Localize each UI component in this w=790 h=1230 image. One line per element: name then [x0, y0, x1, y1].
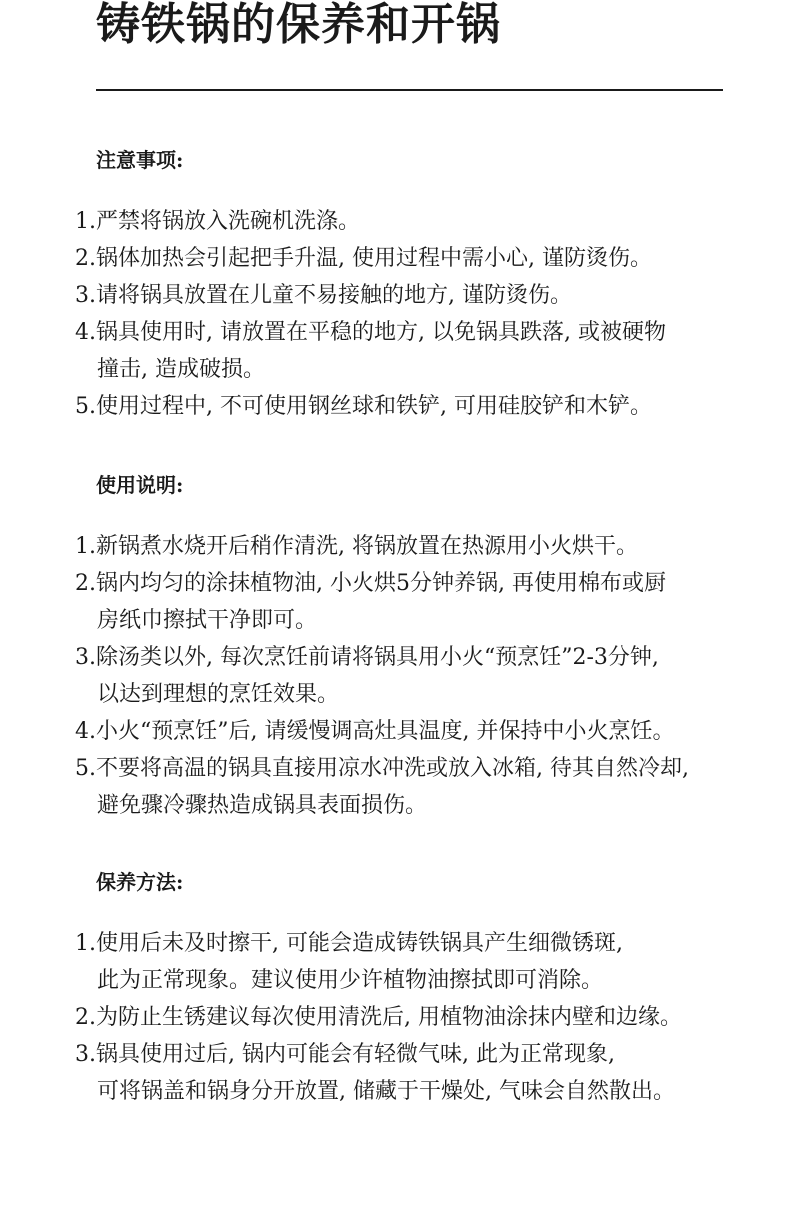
item-line [0, 240, 790, 277]
item-text: 锅具使用时, 请放置在平稳的地方, 以免锅具跌落, 或被硬物 [96, 320, 666, 345]
item-text-continued: 房纸巾擦拭干净即可。 [97, 608, 318, 633]
item-line [0, 565, 790, 602]
item-number: 1. [75, 209, 96, 234]
list-item [0, 999, 790, 1036]
item-line [0, 1036, 790, 1073]
item-text-continued: 避免骤冷骤热造成锅具表面损伤。 [97, 793, 428, 818]
item-line [0, 713, 790, 750]
item-text: 除汤类以外, 每次烹饪前请将锅具用小火“预烹饪”2-3分钟, [96, 645, 659, 670]
section-heading: 保养方法: [96, 870, 184, 894]
list-item [0, 203, 790, 240]
item-line [0, 639, 790, 676]
list-item [0, 314, 790, 388]
list-item [0, 277, 790, 314]
item-text-continued: 撞击, 造成破损。 [97, 357, 265, 382]
item-line [0, 203, 790, 240]
item-number: 2. [75, 246, 96, 271]
item-line [0, 528, 790, 565]
item-text: 请将锅具放置在儿童不易接触的地方, 谨防烫伤。 [96, 283, 572, 308]
maintenance-list [0, 925, 790, 1110]
item-number: 5. [75, 756, 96, 781]
item-text: 新锅煮水烧开后稍作清洗, 将锅放置在热源用小火烘干。 [96, 534, 638, 559]
item-line [0, 314, 790, 351]
item-line [0, 277, 790, 314]
list-item [0, 639, 790, 713]
item-text: 为防止生锈建议每次使用清洗后, 用植物油涂抹内壁和边缘。 [96, 1005, 682, 1030]
list-item [0, 1036, 790, 1110]
item-text: 小火“预烹饪”后, 请缓慢调高灶具温度, 并保持中小火烹饪。 [96, 719, 675, 744]
item-line [0, 787, 790, 824]
item-number: 4. [75, 320, 96, 345]
item-text-continued: 可将锅盖和锅身分开放置, 储藏于干燥处, 气味会自然散出。 [97, 1079, 675, 1104]
list-item [0, 925, 790, 999]
item-number: 2. [75, 571, 96, 596]
list-item [0, 528, 790, 565]
item-line [0, 962, 790, 999]
item-text: 不要将高温的锅具直接用凉水冲洗或放入冰箱, 待其自然冷却, [96, 756, 689, 781]
item-number: 1. [75, 931, 96, 956]
list-item [0, 565, 790, 639]
item-text: 使用后未及时擦干, 可能会造成铸铁锅具产生细微锈斑, [96, 931, 623, 956]
item-text-continued: 以达到理想的烹饪效果。 [97, 682, 340, 707]
title-divider [96, 89, 723, 91]
list-item [0, 240, 790, 277]
item-number: 4. [75, 719, 96, 744]
item-number: 3. [75, 645, 96, 670]
item-text: 严禁将锅放入洗碗机洗涤。 [96, 209, 361, 234]
item-line [0, 602, 790, 639]
item-number: 1. [75, 534, 96, 559]
list-item [0, 713, 790, 750]
item-line [0, 750, 790, 787]
item-line [0, 676, 790, 713]
item-number: 2. [75, 1005, 96, 1030]
item-number: 3. [75, 283, 96, 308]
item-line [0, 1073, 790, 1110]
item-number: 5. [75, 394, 96, 419]
item-line [0, 351, 790, 388]
item-text: 锅内均匀的涂抹植物油, 小火烘5分钟养锅, 再使用棉布或厨 [96, 571, 666, 596]
item-line [0, 925, 790, 962]
precautions-list [0, 203, 790, 425]
document-title: 铸铁锅的保养和开锅 [96, 0, 501, 50]
list-item [0, 750, 790, 824]
item-text-continued: 此为正常现象。建议使用少许植物油擦拭即可消除。 [97, 968, 604, 993]
item-text: 使用过程中, 不可使用钢丝球和铁铲, 可用硅胶铲和木铲。 [96, 394, 652, 419]
item-text: 锅具使用过后, 锅内可能会有轻微气味, 此为正常现象, [96, 1042, 615, 1067]
item-number: 3. [75, 1042, 96, 1067]
item-text: 锅体加热会引起把手升温, 使用过程中需小心, 谨防烫伤。 [96, 246, 652, 271]
item-line [0, 999, 790, 1036]
section-heading: 使用说明: [96, 473, 184, 497]
item-line [0, 388, 790, 425]
usage-list [0, 528, 790, 824]
list-item [0, 388, 790, 425]
section-heading: 注意事项: [96, 148, 184, 172]
